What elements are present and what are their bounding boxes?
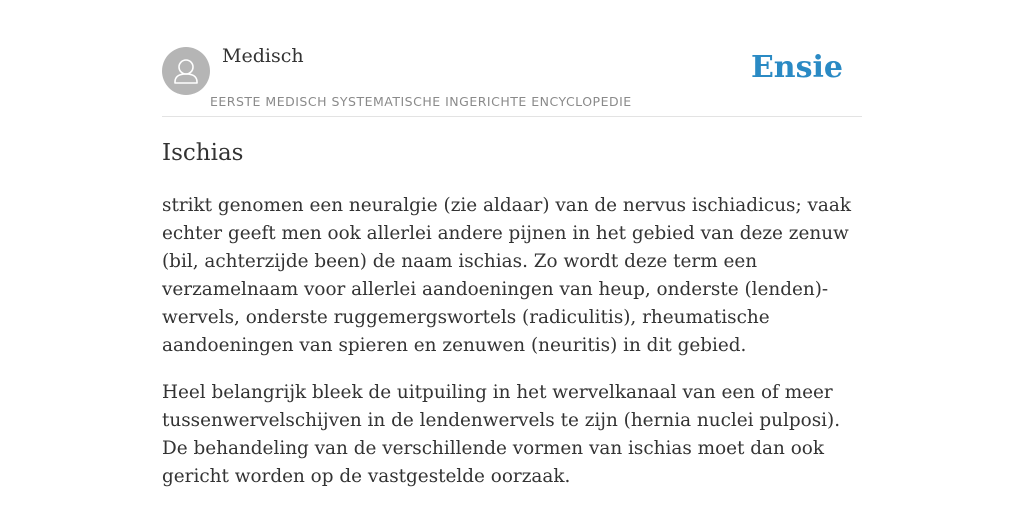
article-body bbox=[162, 192, 862, 510]
article-paragraph: Heel belangrijk bleek de uitpuiling in het wervelkanaal van een of meer tussenwervelschijven in de lendenwervels te zijn (hernia nuclei pulposi). De behandeling van de verschillende vormen van ischias moet dan ook gericht worden op de vastgestelde oorzaak. bbox=[162, 382, 841, 487]
article-title: Ischias bbox=[162, 140, 244, 166]
ensie-logo[interactable]: Ensie bbox=[750, 50, 843, 85]
article-paragraph: strikt genomen een neuralgie (zie aldaar) van de nervus ischiadicus; vaak echter geeft men ook allerlei andere pijnen in het gebied van deze zenuw (bil, achterzijde been) de naam ischias. Zo wordt deze term een verzamelnaam voor allerlei aandoeningen van heup, onderste (lenden)-wervels, onderste ruggemergswortels (radiculitis), rheumatische aandoeningen van spieren en zenuwen (neuritis) in dit gebied. bbox=[162, 195, 851, 356]
user-silhouette-icon bbox=[162, 47, 210, 95]
source-subtitle: EERSTE MEDISCH SYSTEMATISCHE INGERICHTE ENCYCLOPEDIE bbox=[210, 94, 632, 109]
source-header bbox=[162, 0, 862, 117]
source-name-link[interactable]: Medisch bbox=[222, 45, 304, 67]
source-avatar[interactable] bbox=[162, 47, 210, 95]
